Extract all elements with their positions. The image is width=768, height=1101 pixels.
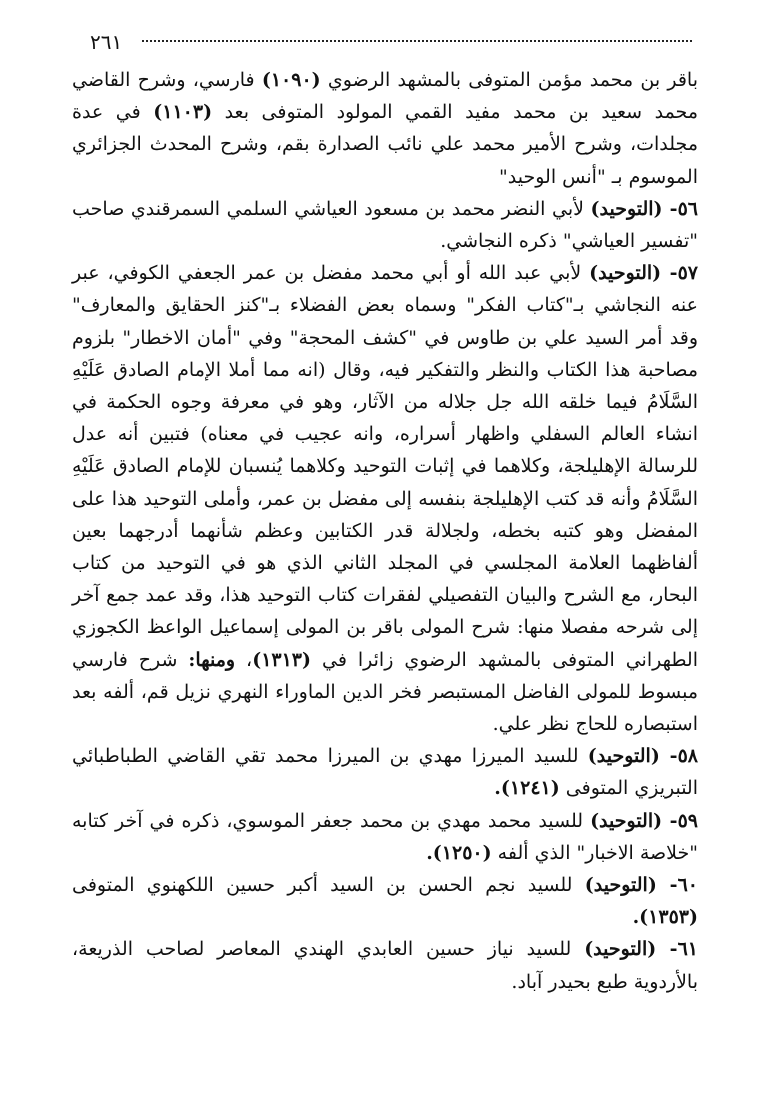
paragraph-p-continued xyxy=(72,64,698,193)
bold-segment: ٦٠- (التوحيد) xyxy=(584,874,698,897)
bold-segment: ٦١- (التوحيد) xyxy=(584,938,698,961)
paragraph-p-57 xyxy=(72,257,698,740)
text-segment: للسيد نجم الحسن بن السيد أكبر حسين اللكهنوي المتوفى xyxy=(72,874,585,897)
bold-segment: (١٣١٣) xyxy=(252,648,312,671)
text-segment: عَلَيْهِ السَّلَامُ xyxy=(72,455,698,510)
text-segment: عَلَيْهِ السَّلَامُ xyxy=(72,358,698,414)
text-segment: فارسي، وشرح القاضي محمد سعيد بن محمد مفيد القمي المولود المتوفى بعد xyxy=(72,69,698,124)
paragraph-p-56 xyxy=(72,193,698,257)
bold-segment: (١٢٥٠). xyxy=(426,841,492,864)
text-segment: فيما خلقه الله جل جلاله من الآثار، وهو في معرفة وجوه الحكمة في انشاء العالم السفلي واظهار أسراره، وانه عجيب في معناه) فتبين أنه عدل للرسالة الإهليلجة، وكلاهما في إثبات التوحيد وكلاهما يُنسبان للإمام الصادق xyxy=(72,391,698,478)
text-segment: للسيد الميرزا مهدي بن الميرزا محمد تقي القاضي الطباطبائي التبريزي المتوفى xyxy=(72,745,698,800)
page xyxy=(72,24,698,998)
page-number: ٢٦١ xyxy=(90,30,123,54)
text-segment: ، xyxy=(235,648,253,671)
text-segment: لأبي النضر محمد بن مسعود العياشي السلمي السمرقندي صاحب "تفسير العياشي" ذكره النجاشي. xyxy=(72,197,698,253)
bold-segment: (١١٠٣) xyxy=(153,101,213,124)
paragraph-p-59 xyxy=(72,805,698,869)
page-header xyxy=(72,24,698,64)
bold-segment: ٥٩- (التوحيد) xyxy=(590,809,698,832)
bold-segment: ٥٨- (التوحيد) xyxy=(587,745,698,768)
body-text xyxy=(72,64,698,998)
bold-segment: ٥٧- (التوحيد) xyxy=(589,262,698,285)
text-segment: للسيد نياز حسين العابدي الهندي المعاصر لصاحب الذريعة، بالأردوية طبع بحيدر آباد. xyxy=(72,938,698,993)
bold-segment: ومنها: xyxy=(188,648,236,671)
bold-segment: (١٢٤١). xyxy=(494,777,560,800)
bold-segment: (١٠٩٠) xyxy=(261,69,321,91)
text-segment: للسيد محمد مهدي بن محمد جعفر الموسوي، ذكره في آخر كتابه "خلاصة الاخبار" الذي ألفه xyxy=(72,809,698,864)
text-segment: باقر بن محمد مؤمن المتوفى بالمشهد الرضوي xyxy=(320,69,698,91)
text-segment: وأنه قد كتب الإهليلجة بنفسه إلى مفضل بن عمر، وأملى التوحيد هذا على المفضل وهو كتبه بخطه، ولجلالة قدر الكتابين وعظم شأنهما أدرجهما بعين ألفاظهما العلامة المجلسي في المجلد الثاني الذي هو في التوحيد من كتاب البحار، مع الشرح والبيان التفصيلي لفقرات كتاب التوحيد هذا، وقد عمد جمع آخر إلى شرحه مفصلا منها: شرح المولى باقر بن المولى إسماعيل الواعظ الكجوزي الطهراني المتوفى بالمشهد الرضوي زائرا في xyxy=(72,487,698,671)
bold-segment: (١٣٥٣). xyxy=(632,906,698,929)
paragraph-p-61 xyxy=(72,933,698,997)
paragraph-p-58 xyxy=(72,740,698,804)
bold-segment: ٥٦- (التوحيد) xyxy=(590,197,698,220)
header-dotted-rule xyxy=(142,40,692,42)
paragraph-p-60 xyxy=(72,869,698,933)
text-segment: لأبي عبد الله أو أبي محمد مفضل بن عمر الجعفي الكوفي، عبر عنه النجاشي بـ"كتاب الفكر" وسماه بعض الفضلاء بـ"كنز الحقايق والمعارف" وقد أمر السيد علي بن طاوس في "كشف المحجة" وفي "أمان الاخطار" بلزوم مصاحبة هذا الكتاب والنظر والتفكير فيه، وقال (انه مما أملا الإمام الصادق xyxy=(72,262,698,381)
text-segment: في عدة مجلدات، وشرح الأمير محمد علي نائب الصدارة بقم، وشرح المحدث الجزائري الموسوم بـ "أنس الوحيد" xyxy=(72,101,698,188)
text-segment: شرح فارسي مبسوط للمولى الفاضل المستبصر فخر الدين الماوراء النهري نزيل قم، ألفه بعد استبصاره للحاج نظر علي. xyxy=(72,648,698,736)
